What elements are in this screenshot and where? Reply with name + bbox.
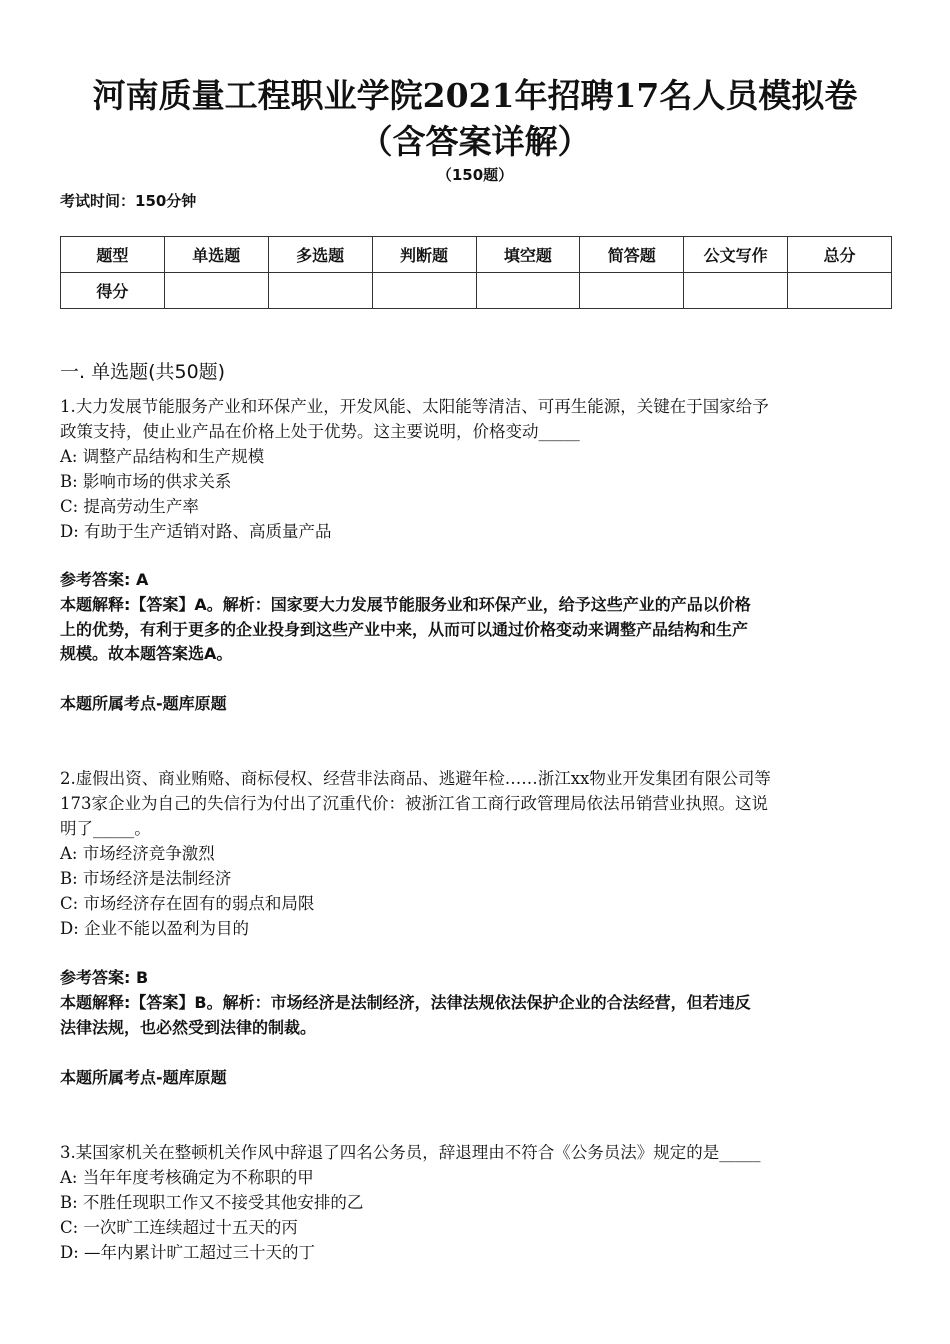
option-d: D: 企业不能以盈利为目的 bbox=[60, 919, 250, 938]
score-table-header-row bbox=[61, 237, 892, 273]
question-2 bbox=[60, 766, 892, 941]
explanation-line: 本题解释:【答案】B。解析：市场经济是法制经济，法律法规依法保护企业的合法经营，但若违反 bbox=[60, 993, 751, 1012]
answer-explanation bbox=[60, 593, 892, 667]
document-title: 河南质量工程职业学院2021年招聘17名人员模拟卷 bbox=[92, 76, 858, 115]
reference-answer: 参考答案: A bbox=[60, 570, 149, 589]
option-d: D: —年内累计旷工超过三十天的丁 bbox=[60, 1243, 316, 1262]
question-stem-line: 1.大力发展节能服务产业和环保产业，开发风能、太阳能等清洁、可再生能源，关键在于国家给予 bbox=[60, 397, 769, 416]
document-subtitle: （含答案详解） bbox=[359, 122, 591, 161]
question-stem-line: 173家企业为自己的失信行为付出了沉重代价：被浙江省工商行政管理局依法吊销营业执照。这说 bbox=[60, 794, 768, 813]
score-row-label: 得分 bbox=[61, 273, 165, 309]
question-stem-line: 明了_____。 bbox=[60, 819, 151, 838]
score-cell bbox=[684, 273, 788, 309]
option-a: A: 调整产品结构和生产规模 bbox=[60, 447, 265, 466]
score-cell bbox=[476, 273, 580, 309]
explanation-line: 规模。故本题答案选A。 bbox=[60, 644, 233, 663]
score-cell bbox=[372, 273, 476, 309]
score-header-cell: 单选题 bbox=[164, 237, 268, 273]
score-cell bbox=[788, 273, 892, 309]
score-cell bbox=[164, 273, 268, 309]
question-count: （150题） bbox=[436, 166, 514, 184]
question-1 bbox=[60, 394, 892, 544]
option-c: C: 提高劳动生产率 bbox=[60, 497, 199, 516]
score-header-cell: 公文写作 bbox=[684, 237, 788, 273]
option-b: B: 影响市场的供求关系 bbox=[60, 472, 232, 491]
option-c: C: 一次旷工连续超过十五天的丙 bbox=[60, 1218, 298, 1237]
explanation-line: 上的优势，有利于更多的企业投身到这些产业中来，从而可以通过价格变动来调整产品结构和生产 bbox=[60, 619, 749, 639]
question-stem-line: 政策支持，使止业产品在价格上处于优势。这主要说明，价格变动_____ bbox=[60, 422, 580, 441]
question-point: 本题所属考点-题库原题 bbox=[60, 694, 227, 713]
reference-answer: 参考答案: B bbox=[60, 968, 149, 987]
score-cell bbox=[268, 273, 372, 309]
question-stem-line: 3.某国家机关在整顿机关作风中辞退了四名公务员，辞退理由不符合《公务员法》规定的是_____ bbox=[60, 1143, 761, 1162]
score-cell bbox=[580, 273, 684, 309]
question-point: 本题所属考点-题库原题 bbox=[60, 1068, 227, 1087]
option-a: A: 市场经济竞争激烈 bbox=[60, 844, 215, 863]
question-3 bbox=[60, 1140, 892, 1265]
option-b: B: 不胜任现职工作又不接受其他安排的乙 bbox=[60, 1193, 364, 1212]
explanation-line: 本题解释:【答案】A。解析：国家要大力发展节能服务业和环保产业，给予这些产业的产品以价格 bbox=[60, 595, 751, 614]
option-a: A: 当年年度考核确定为不称职的甲 bbox=[60, 1168, 314, 1187]
score-header-cell: 判断题 bbox=[372, 237, 476, 273]
score-table-row bbox=[61, 273, 892, 309]
score-header-cell: 多选题 bbox=[268, 237, 372, 273]
score-table bbox=[60, 236, 892, 309]
exam-time: 考试时间：150分钟 bbox=[60, 192, 197, 210]
score-header-cell: 简答题 bbox=[580, 237, 684, 273]
explanation-line: 法律法规，也必然受到法律的制裁。 bbox=[60, 1017, 317, 1037]
option-b: B: 市场经济是法制经济 bbox=[60, 869, 232, 888]
option-d: D: 有助于生产适销对路、高质量产品 bbox=[60, 522, 332, 541]
option-c: C: 市场经济存在固有的弱点和局限 bbox=[60, 894, 315, 913]
score-header-cell: 总分 bbox=[788, 237, 892, 273]
score-header-cell: 题型 bbox=[61, 237, 165, 273]
answer-explanation bbox=[60, 991, 892, 1040]
question-stem-line: 2.虚假出资、商业贿赂、商标侵权、经营非法商品、逃避年检……浙江xx物业开发集团有限公司等 bbox=[60, 769, 771, 788]
score-header-cell: 填空题 bbox=[476, 237, 580, 273]
section-heading: 一. 单选题(共50题) bbox=[60, 361, 226, 383]
